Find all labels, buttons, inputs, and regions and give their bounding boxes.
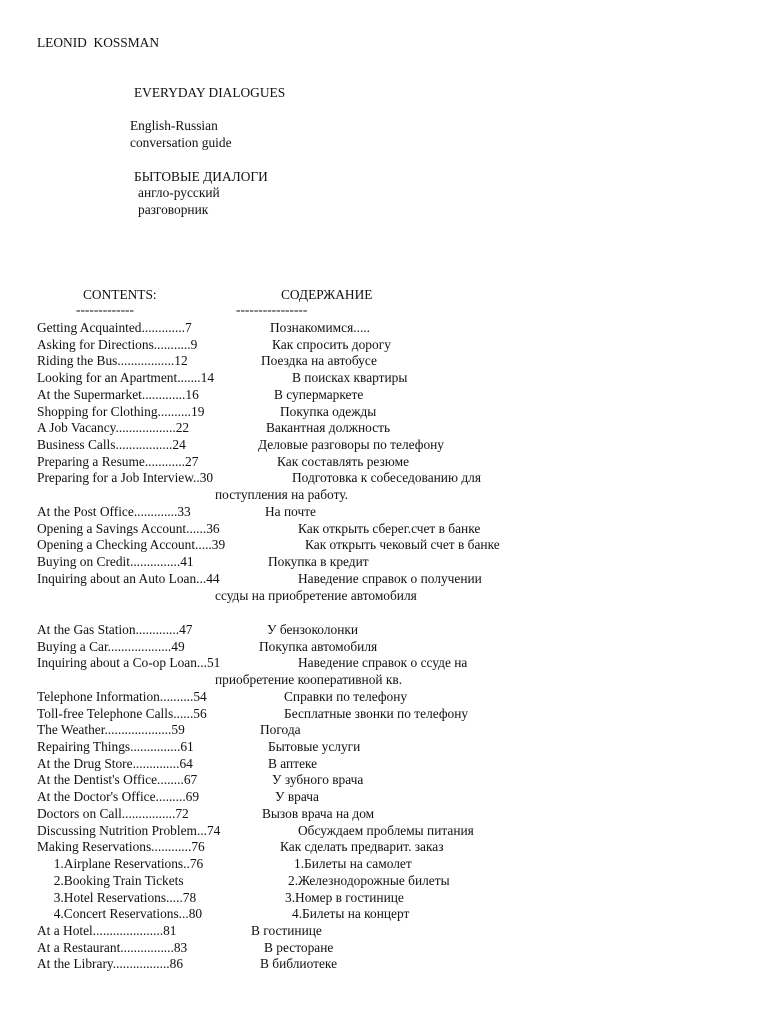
toc-entry-ru: Как открыть сберег.счет в банке bbox=[298, 520, 481, 536]
subtitle-en-2: conversation guide bbox=[130, 135, 232, 150]
toc-entry-en: Shopping for Clothing..........19 bbox=[37, 403, 205, 419]
toc-entry bbox=[37, 521, 737, 538]
toc-entry-ru: 4.Билеты на концерт bbox=[292, 906, 410, 922]
toc-entry bbox=[37, 706, 737, 723]
toc-entry-en: At the Doctor's Office.........69 bbox=[37, 789, 200, 805]
toc-entry bbox=[37, 956, 737, 973]
toc-entry-en: Repairing Things...............61 bbox=[37, 739, 194, 755]
toc-entry-en: Buying a Car...................49 bbox=[37, 638, 185, 654]
toc-entry-en: Opening a Savings Account......36 bbox=[37, 520, 220, 536]
toc-entry-en: 3.Hotel Reservations.....78 bbox=[37, 889, 197, 905]
toc-entry bbox=[37, 789, 737, 806]
contents-heading-en: CONTENTS: bbox=[83, 287, 157, 302]
toc-entry-ru: Как составлять резюме bbox=[277, 453, 410, 469]
toc-entry-ru: В аптеке bbox=[268, 755, 318, 771]
toc-entry bbox=[37, 756, 737, 773]
toc-entry bbox=[37, 672, 737, 689]
toc-entry-ru: В библиотеке bbox=[260, 956, 338, 972]
toc-entry-ru: 1.Билеты на самолет bbox=[294, 856, 412, 872]
toc-entry bbox=[37, 370, 737, 387]
toc-entry-en: Telephone Information..........54 bbox=[37, 688, 207, 704]
toc-entry-ru: В поисках квартиры bbox=[292, 370, 408, 386]
toc-entry-en: Getting Acquainted.............7 bbox=[37, 320, 192, 335]
toc-entry-ru: Справки по телефону bbox=[284, 688, 408, 704]
toc-entry-en: At the Drug Store..............64 bbox=[37, 755, 193, 771]
toc-entry-en: At the Gas Station.............47 bbox=[37, 622, 193, 637]
subtitle-en-1: English-Russian bbox=[130, 118, 218, 133]
toc-entry-en: At a Hotel.....................81 bbox=[37, 922, 177, 938]
toc-entry-en: Opening a Checking Account.....39 bbox=[37, 537, 226, 553]
toc-entry-ru: У врача bbox=[275, 789, 319, 805]
toc-entry-en: At the Library.................86 bbox=[37, 956, 184, 972]
toc-entry-en: Buying on Credit...............41 bbox=[37, 554, 194, 570]
toc-entry bbox=[37, 571, 737, 588]
toc-entry-ru: Бесплатные звонки по телефону bbox=[284, 705, 469, 721]
toc-entry bbox=[37, 622, 737, 639]
toc-entry-ru: Покупка одежды bbox=[280, 403, 377, 419]
toc-entry bbox=[37, 806, 737, 823]
toc-entry-ru: Обсуждаем проблемы питания bbox=[298, 822, 474, 838]
toc-entry-ru: 2.Железнодорожные билеты bbox=[288, 872, 450, 888]
toc-entry-en: 2.Booking Train Tickets bbox=[37, 872, 184, 888]
toc-entry-ru: приобретение кооперативной кв. bbox=[215, 672, 403, 688]
toc-entry bbox=[37, 923, 737, 940]
toc-entry-ru: Как сделать предварит. заказ bbox=[280, 839, 444, 855]
toc-entry bbox=[37, 554, 737, 571]
toc-entry-en: Discussing Nutrition Problem...74 bbox=[37, 822, 221, 838]
toc-entry-ru: Познакомимся..... bbox=[270, 320, 370, 335]
toc-entry-ru: Вызов врача на дом bbox=[262, 805, 375, 821]
toc-entry-ru: поступления на работу. bbox=[215, 487, 348, 503]
toc-entry bbox=[37, 504, 737, 521]
toc-entry-en: Business Calls.................24 bbox=[37, 437, 186, 453]
toc-entry-ru: Покупка автомобиля bbox=[259, 638, 378, 654]
toc-entry bbox=[37, 873, 737, 890]
toc-entry bbox=[37, 739, 737, 756]
toc-entry bbox=[37, 639, 737, 656]
book-title: EVERYDAY DIALOGUES bbox=[134, 85, 286, 100]
toc-entry bbox=[37, 454, 737, 471]
toc-entry bbox=[37, 689, 737, 706]
toc-entry-en: Doctors on Call................72 bbox=[37, 805, 189, 821]
toc-entry-en: At the Dentist's Office........67 bbox=[37, 772, 198, 788]
toc-entry bbox=[37, 537, 737, 554]
toc-entry bbox=[37, 437, 737, 454]
toc-entry bbox=[37, 906, 737, 923]
toc-entry-en: At the Post Office.............33 bbox=[37, 503, 191, 519]
toc-entry-ru: Подготовка к собеседованию для bbox=[292, 470, 481, 486]
toc-entry-ru: Наведение справок о ссуде на bbox=[298, 655, 468, 671]
toc-entry bbox=[37, 320, 737, 337]
toc-entry-ru: В супермаркете bbox=[274, 386, 364, 402]
toc-entry bbox=[37, 839, 737, 856]
toc-entry-en: Looking for an Apartment.......14 bbox=[37, 370, 215, 386]
toc-entry-en: Inquiring about an Auto Loan...44 bbox=[37, 570, 220, 586]
toc-entry-ru: 3.Номер в гостинице bbox=[285, 889, 404, 905]
toc-entry bbox=[37, 655, 737, 672]
subtitle-ru-2: разговорник bbox=[138, 202, 209, 217]
toc-entry bbox=[37, 337, 737, 354]
toc-entry-ru: Поездка на автобусе bbox=[261, 353, 377, 369]
toc-entry bbox=[37, 856, 737, 873]
toc-entry-en: Preparing a Resume............27 bbox=[37, 453, 199, 469]
book-title-ru: БЫТОВЫЕ ДИАЛОГИ bbox=[134, 169, 268, 184]
toc-entry bbox=[37, 404, 737, 421]
toc-entry bbox=[37, 722, 737, 739]
toc-entry-en: At a Restaurant................83 bbox=[37, 939, 188, 955]
toc-entry bbox=[37, 353, 737, 370]
toc-entry-en: Inquiring about a Co-op Loan...51 bbox=[37, 655, 221, 671]
toc-entry-ru: Как спросить дорогу bbox=[272, 336, 391, 352]
toc-entry bbox=[37, 470, 737, 487]
toc-entry bbox=[37, 588, 737, 605]
subtitle-ru-1: англо-русский bbox=[138, 185, 220, 200]
toc-entry-ru: Бытовые услуги bbox=[268, 739, 361, 755]
toc-entry-en: Toll-free Telephone Calls......56 bbox=[37, 705, 207, 721]
toc-entry-ru: Деловые разговоры по телефону bbox=[258, 437, 445, 453]
toc-entry-en: 4.Concert Reservations...80 bbox=[37, 906, 203, 922]
contents-rule-en: ------------- bbox=[76, 302, 134, 317]
toc-entry-en: A Job Vacancy..................22 bbox=[37, 420, 190, 436]
contents-heading-ru: СОДЕРЖАНИЕ bbox=[281, 287, 373, 302]
toc-entry-ru: Наведение справок о получении bbox=[298, 570, 482, 586]
toc-entry bbox=[37, 487, 737, 504]
toc-entry-ru: У зубного врача bbox=[272, 772, 364, 788]
toc-entry-en: Making Reservations............76 bbox=[37, 839, 205, 855]
toc-entry-ru: Как открыть чековый счет в банке bbox=[305, 537, 500, 553]
contents-rule-ru: ---------------- bbox=[236, 302, 308, 317]
toc-entry-ru: В гостинице bbox=[251, 922, 322, 938]
toc-entry-ru: ссуды на приобретение автомобиля bbox=[215, 587, 417, 603]
toc-entry bbox=[37, 823, 737, 840]
toc-entry-ru: В ресторане bbox=[264, 939, 334, 955]
toc-entry bbox=[37, 387, 737, 404]
toc-entry-en: Asking for Directions...........9 bbox=[37, 336, 198, 352]
toc-entry-en: Preparing for a Job Interview..30 bbox=[37, 470, 214, 486]
toc-entry bbox=[37, 772, 737, 789]
toc-entry-ru: Покупка в кредит bbox=[268, 554, 369, 570]
toc-entry-en: 1.Airplane Reservations..76 bbox=[37, 856, 204, 872]
toc-entry-en: Riding the Bus.................12 bbox=[37, 353, 188, 369]
author: LEONID KOSSMAN bbox=[37, 35, 160, 50]
toc-entry bbox=[37, 420, 737, 437]
toc-entry-ru: Вакантная должность bbox=[266, 420, 391, 436]
toc-entry-en: At the Supermarket.............16 bbox=[37, 386, 199, 402]
toc-entry bbox=[37, 940, 737, 957]
toc-entry-en: The Weather....................59 bbox=[37, 722, 185, 738]
toc-entry-ru: Погода bbox=[260, 722, 301, 738]
toc-entry-ru: На почте bbox=[265, 503, 317, 519]
toc-entry bbox=[37, 890, 737, 907]
toc-entry-ru: У бензоколонки bbox=[267, 622, 359, 637]
